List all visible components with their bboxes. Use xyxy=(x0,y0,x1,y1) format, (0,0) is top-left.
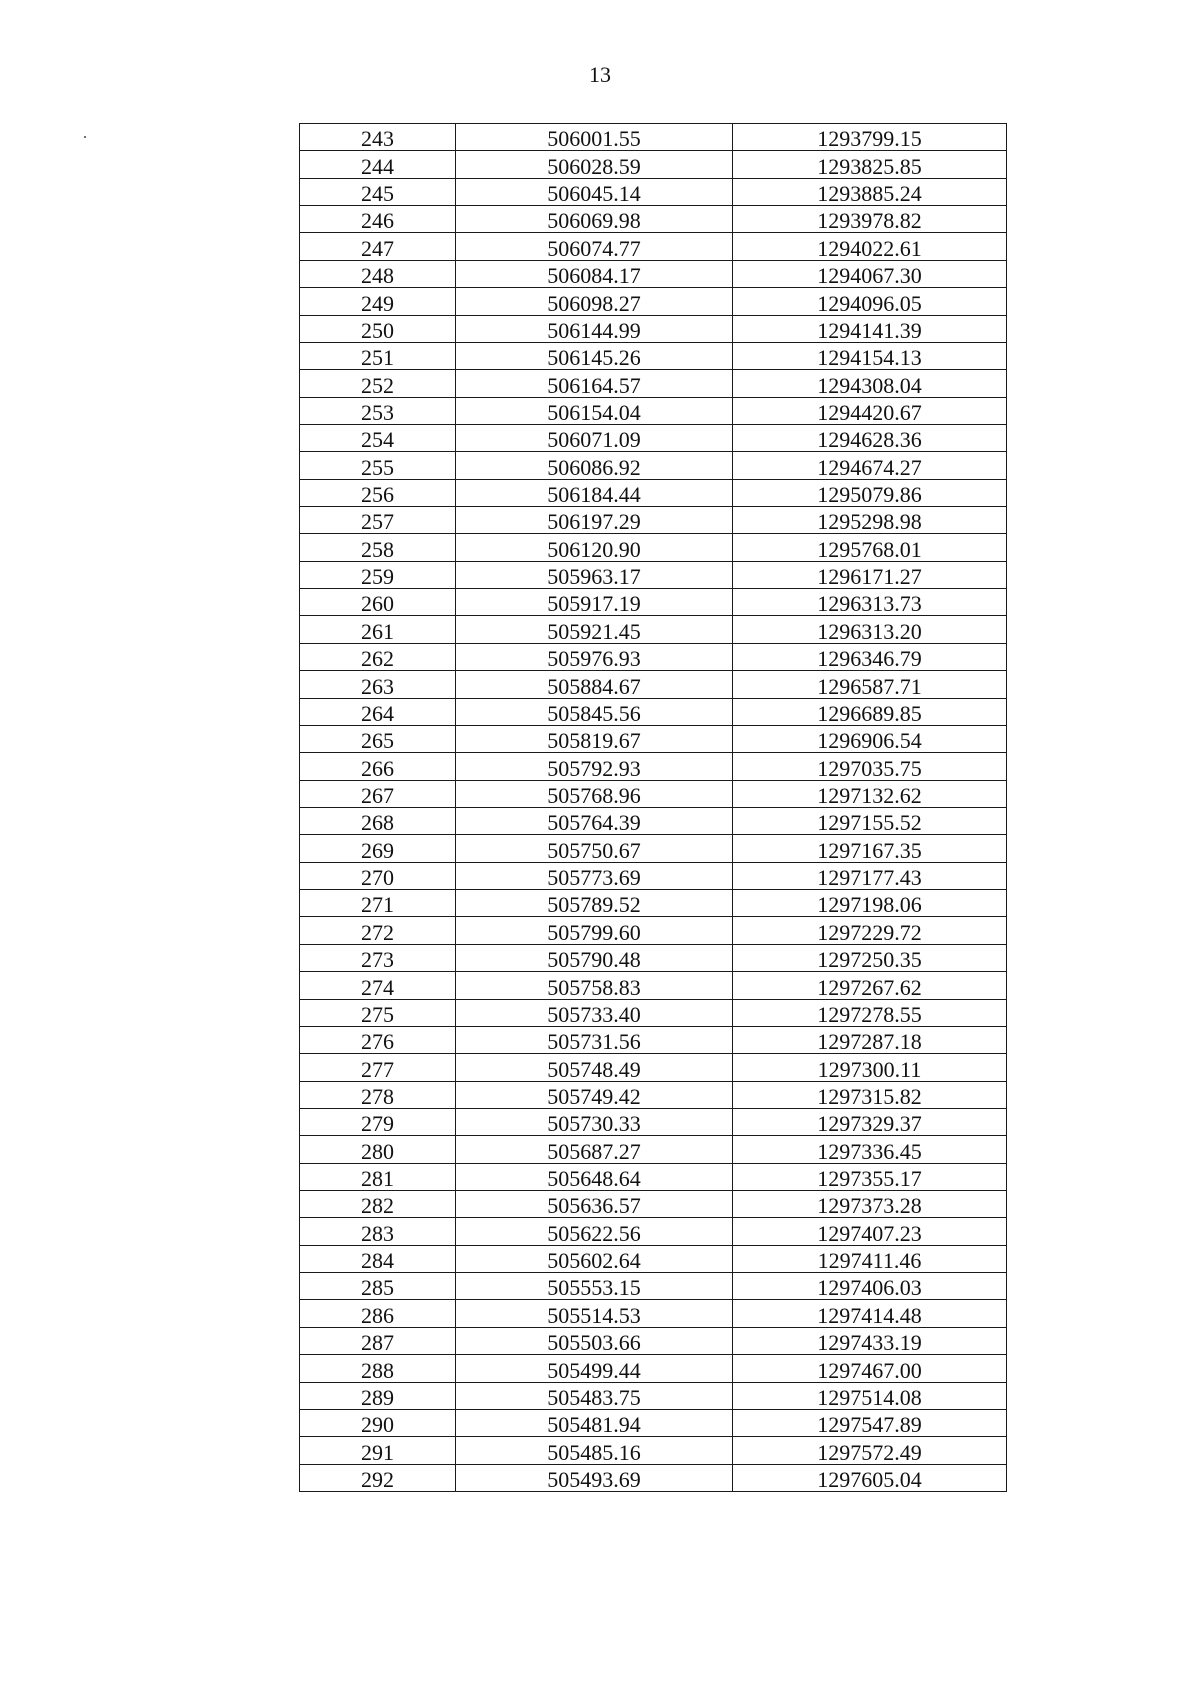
table-row xyxy=(300,643,1007,670)
x-coordinate-cell: 505819.67 xyxy=(456,725,733,752)
y-coordinate-cell: 1296906.54 xyxy=(733,725,1007,752)
point-number-cell: 243 xyxy=(300,124,456,151)
table-row xyxy=(300,1026,1007,1053)
table-row xyxy=(300,1437,1007,1464)
table-row xyxy=(300,151,1007,178)
point-number-cell: 280 xyxy=(300,1136,456,1163)
y-coordinate-cell: 1297433.19 xyxy=(733,1327,1007,1354)
y-coordinate-cell: 1296171.27 xyxy=(733,561,1007,588)
table-row xyxy=(300,944,1007,971)
point-number-cell: 283 xyxy=(300,1218,456,1245)
y-coordinate-cell: 1297287.18 xyxy=(733,1026,1007,1053)
table-row xyxy=(300,397,1007,424)
point-number-cell: 272 xyxy=(300,917,456,944)
table-row xyxy=(300,424,1007,451)
y-coordinate-cell: 1297229.72 xyxy=(733,917,1007,944)
y-coordinate-cell: 1296689.85 xyxy=(733,698,1007,725)
table-row xyxy=(300,507,1007,534)
point-number-cell: 275 xyxy=(300,999,456,1026)
point-number-cell: 290 xyxy=(300,1409,456,1436)
x-coordinate-cell: 505789.52 xyxy=(456,890,733,917)
point-number-cell: 256 xyxy=(300,479,456,506)
y-coordinate-cell: 1296313.20 xyxy=(733,616,1007,643)
table-row xyxy=(300,917,1007,944)
point-number-cell: 259 xyxy=(300,561,456,588)
coordinates-table xyxy=(299,123,1007,1492)
point-number-cell: 246 xyxy=(300,206,456,233)
x-coordinate-cell: 505768.96 xyxy=(456,780,733,807)
x-coordinate-cell: 505553.15 xyxy=(456,1273,733,1300)
point-number-cell: 245 xyxy=(300,178,456,205)
point-number-cell: 252 xyxy=(300,370,456,397)
point-number-cell: 274 xyxy=(300,972,456,999)
x-coordinate-cell: 506120.90 xyxy=(456,534,733,561)
y-coordinate-cell: 1297373.28 xyxy=(733,1191,1007,1218)
table-row xyxy=(300,1136,1007,1163)
y-coordinate-cell: 1293885.24 xyxy=(733,178,1007,205)
y-coordinate-cell: 1297035.75 xyxy=(733,753,1007,780)
table-row xyxy=(300,890,1007,917)
point-number-cell: 271 xyxy=(300,890,456,917)
point-number-cell: 266 xyxy=(300,753,456,780)
point-number-cell: 284 xyxy=(300,1245,456,1272)
x-coordinate-cell: 506086.92 xyxy=(456,452,733,479)
point-number-cell: 250 xyxy=(300,315,456,342)
y-coordinate-cell: 1297514.08 xyxy=(733,1382,1007,1409)
table-row xyxy=(300,807,1007,834)
x-coordinate-cell: 505730.33 xyxy=(456,1108,733,1135)
y-coordinate-cell: 1297177.43 xyxy=(733,862,1007,889)
table-row xyxy=(300,178,1007,205)
y-coordinate-cell: 1297267.62 xyxy=(733,972,1007,999)
point-number-cell: 285 xyxy=(300,1273,456,1300)
x-coordinate-cell: 505750.67 xyxy=(456,835,733,862)
x-coordinate-cell: 506197.29 xyxy=(456,507,733,534)
page-number: 13 xyxy=(589,62,611,87)
y-coordinate-cell: 1297605.04 xyxy=(733,1464,1007,1491)
x-coordinate-cell: 506154.04 xyxy=(456,397,733,424)
y-coordinate-cell: 1297315.82 xyxy=(733,1081,1007,1108)
x-coordinate-cell: 505917.19 xyxy=(456,589,733,616)
table-row xyxy=(300,1218,1007,1245)
y-coordinate-cell: 1297547.89 xyxy=(733,1409,1007,1436)
point-number-cell: 260 xyxy=(300,589,456,616)
point-number-cell: 244 xyxy=(300,151,456,178)
y-coordinate-cell: 1297155.52 xyxy=(733,807,1007,834)
table-row xyxy=(300,534,1007,561)
point-number-cell: 248 xyxy=(300,260,456,287)
x-coordinate-cell: 505636.57 xyxy=(456,1191,733,1218)
y-coordinate-cell: 1297407.23 xyxy=(733,1218,1007,1245)
x-coordinate-cell: 505602.64 xyxy=(456,1245,733,1272)
table-row xyxy=(300,862,1007,889)
x-coordinate-cell: 506164.57 xyxy=(456,370,733,397)
y-coordinate-cell: 1295079.86 xyxy=(733,479,1007,506)
table-row xyxy=(300,999,1007,1026)
x-coordinate-cell: 506084.17 xyxy=(456,260,733,287)
y-coordinate-cell: 1297167.35 xyxy=(733,835,1007,862)
table-row xyxy=(300,725,1007,752)
table-row xyxy=(300,233,1007,260)
x-coordinate-cell: 506074.77 xyxy=(456,233,733,260)
point-number-cell: 270 xyxy=(300,862,456,889)
point-number-cell: 247 xyxy=(300,233,456,260)
table-row xyxy=(300,753,1007,780)
x-coordinate-cell: 505976.93 xyxy=(456,643,733,670)
x-coordinate-cell: 505758.83 xyxy=(456,972,733,999)
table-row xyxy=(300,616,1007,643)
y-coordinate-cell: 1297411.46 xyxy=(733,1245,1007,1272)
table-row xyxy=(300,972,1007,999)
y-coordinate-cell: 1295298.98 xyxy=(733,507,1007,534)
table-row xyxy=(300,1081,1007,1108)
y-coordinate-cell: 1296587.71 xyxy=(733,671,1007,698)
table-row xyxy=(300,206,1007,233)
y-coordinate-cell: 1297300.11 xyxy=(733,1054,1007,1081)
point-number-cell: 262 xyxy=(300,643,456,670)
point-number-cell: 267 xyxy=(300,780,456,807)
point-number-cell: 265 xyxy=(300,725,456,752)
table-row xyxy=(300,370,1007,397)
point-number-cell: 288 xyxy=(300,1355,456,1382)
y-coordinate-cell: 1297467.00 xyxy=(733,1355,1007,1382)
table-row xyxy=(300,1108,1007,1135)
x-coordinate-cell: 506098.27 xyxy=(456,288,733,315)
table-row xyxy=(300,1054,1007,1081)
y-coordinate-cell: 1297414.48 xyxy=(733,1300,1007,1327)
y-coordinate-cell: 1297406.03 xyxy=(733,1273,1007,1300)
table-row xyxy=(300,1464,1007,1491)
table-row xyxy=(300,479,1007,506)
point-number-cell: 254 xyxy=(300,424,456,451)
y-coordinate-cell: 1297278.55 xyxy=(733,999,1007,1026)
x-coordinate-cell: 505503.66 xyxy=(456,1327,733,1354)
y-coordinate-cell: 1294096.05 xyxy=(733,288,1007,315)
point-number-cell: 268 xyxy=(300,807,456,834)
point-number-cell: 269 xyxy=(300,835,456,862)
point-number-cell: 251 xyxy=(300,342,456,369)
point-number-cell: 263 xyxy=(300,671,456,698)
y-coordinate-cell: 1294141.39 xyxy=(733,315,1007,342)
point-number-cell: 292 xyxy=(300,1464,456,1491)
point-number-cell: 257 xyxy=(300,507,456,534)
y-coordinate-cell: 1297198.06 xyxy=(733,890,1007,917)
table-row xyxy=(300,698,1007,725)
point-number-cell: 289 xyxy=(300,1382,456,1409)
x-coordinate-cell: 505773.69 xyxy=(456,862,733,889)
x-coordinate-cell: 505884.67 xyxy=(456,671,733,698)
table-row xyxy=(300,315,1007,342)
x-coordinate-cell: 505731.56 xyxy=(456,1026,733,1053)
y-coordinate-cell: 1296313.73 xyxy=(733,589,1007,616)
x-coordinate-cell: 506028.59 xyxy=(456,151,733,178)
x-coordinate-cell: 505514.53 xyxy=(456,1300,733,1327)
x-coordinate-cell: 505648.64 xyxy=(456,1163,733,1190)
x-coordinate-cell: 505481.94 xyxy=(456,1409,733,1436)
table-row xyxy=(300,1245,1007,1272)
x-coordinate-cell: 505963.17 xyxy=(456,561,733,588)
point-number-cell: 291 xyxy=(300,1437,456,1464)
x-coordinate-cell: 505687.27 xyxy=(456,1136,733,1163)
table-row xyxy=(300,671,1007,698)
x-coordinate-cell: 505748.49 xyxy=(456,1054,733,1081)
table-row xyxy=(300,1191,1007,1218)
y-coordinate-cell: 1295768.01 xyxy=(733,534,1007,561)
x-coordinate-cell: 505792.93 xyxy=(456,753,733,780)
y-coordinate-cell: 1297329.37 xyxy=(733,1108,1007,1135)
point-number-cell: 276 xyxy=(300,1026,456,1053)
table-row xyxy=(300,780,1007,807)
point-number-cell: 255 xyxy=(300,452,456,479)
point-number-cell: 273 xyxy=(300,944,456,971)
table-row xyxy=(300,124,1007,151)
point-number-cell: 277 xyxy=(300,1054,456,1081)
y-coordinate-cell: 1293978.82 xyxy=(733,206,1007,233)
table-row xyxy=(300,835,1007,862)
x-coordinate-cell: 506045.14 xyxy=(456,178,733,205)
point-number-cell: 261 xyxy=(300,616,456,643)
scan-speck xyxy=(84,136,86,138)
point-number-cell: 287 xyxy=(300,1327,456,1354)
x-coordinate-cell: 505799.60 xyxy=(456,917,733,944)
x-coordinate-cell: 506001.55 xyxy=(456,124,733,151)
x-coordinate-cell: 505749.42 xyxy=(456,1081,733,1108)
point-number-cell: 249 xyxy=(300,288,456,315)
point-number-cell: 282 xyxy=(300,1191,456,1218)
table-row xyxy=(300,561,1007,588)
table-row xyxy=(300,1300,1007,1327)
y-coordinate-cell: 1297250.35 xyxy=(733,944,1007,971)
table-row xyxy=(300,589,1007,616)
x-coordinate-cell: 505764.39 xyxy=(456,807,733,834)
table-row xyxy=(300,342,1007,369)
x-coordinate-cell: 505622.56 xyxy=(456,1218,733,1245)
y-coordinate-cell: 1294022.61 xyxy=(733,233,1007,260)
table-row xyxy=(300,1327,1007,1354)
point-number-cell: 278 xyxy=(300,1081,456,1108)
x-coordinate-cell: 505493.69 xyxy=(456,1464,733,1491)
x-coordinate-cell: 506144.99 xyxy=(456,315,733,342)
y-coordinate-cell: 1293799.15 xyxy=(733,124,1007,151)
table-row xyxy=(300,1409,1007,1436)
point-number-cell: 258 xyxy=(300,534,456,561)
y-coordinate-cell: 1297355.17 xyxy=(733,1163,1007,1190)
table-row xyxy=(300,1163,1007,1190)
y-coordinate-cell: 1296346.79 xyxy=(733,643,1007,670)
x-coordinate-cell: 505485.16 xyxy=(456,1437,733,1464)
point-number-cell: 281 xyxy=(300,1163,456,1190)
y-coordinate-cell: 1294628.36 xyxy=(733,424,1007,451)
table-row xyxy=(300,260,1007,287)
x-coordinate-cell: 505483.75 xyxy=(456,1382,733,1409)
x-coordinate-cell: 505790.48 xyxy=(456,944,733,971)
table-row xyxy=(300,1273,1007,1300)
table-row xyxy=(300,1355,1007,1382)
x-coordinate-cell: 505921.45 xyxy=(456,616,733,643)
x-coordinate-cell: 506145.26 xyxy=(456,342,733,369)
table-row xyxy=(300,1382,1007,1409)
x-coordinate-cell: 505845.56 xyxy=(456,698,733,725)
coordinates-table-body xyxy=(300,124,1007,1492)
x-coordinate-cell: 506184.44 xyxy=(456,479,733,506)
y-coordinate-cell: 1294154.13 xyxy=(733,342,1007,369)
table-row xyxy=(300,452,1007,479)
x-coordinate-cell: 505499.44 xyxy=(456,1355,733,1382)
y-coordinate-cell: 1297336.45 xyxy=(733,1136,1007,1163)
y-coordinate-cell: 1294674.27 xyxy=(733,452,1007,479)
y-coordinate-cell: 1294308.04 xyxy=(733,370,1007,397)
point-number-cell: 253 xyxy=(300,397,456,424)
point-number-cell: 264 xyxy=(300,698,456,725)
y-coordinate-cell: 1294420.67 xyxy=(733,397,1007,424)
y-coordinate-cell: 1297132.62 xyxy=(733,780,1007,807)
x-coordinate-cell: 506071.09 xyxy=(456,424,733,451)
y-coordinate-cell: 1294067.30 xyxy=(733,260,1007,287)
x-coordinate-cell: 506069.98 xyxy=(456,206,733,233)
table-row xyxy=(300,288,1007,315)
point-number-cell: 279 xyxy=(300,1108,456,1135)
y-coordinate-cell: 1297572.49 xyxy=(733,1437,1007,1464)
x-coordinate-cell: 505733.40 xyxy=(456,999,733,1026)
y-coordinate-cell: 1293825.85 xyxy=(733,151,1007,178)
point-number-cell: 286 xyxy=(300,1300,456,1327)
